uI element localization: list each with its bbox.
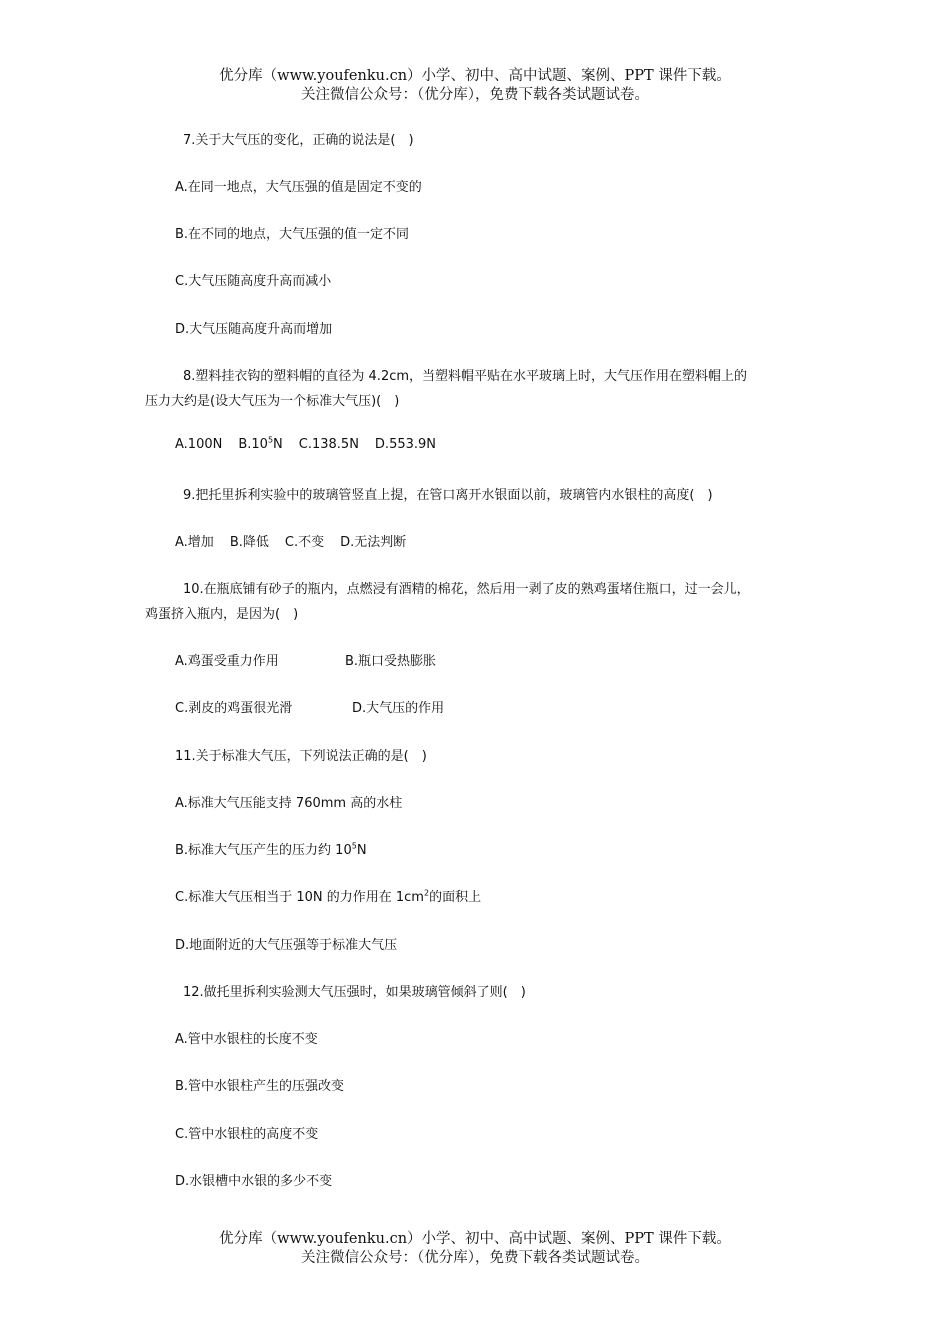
question-12-option-c: C.管中水银柱的高度不变 [175, 1127, 319, 1142]
header-line-2: 关注微信公众号：（优分库），免费下载各类试题试卷。 [301, 87, 649, 103]
question-11-option-c-text: C.标准大气压相当于 10N 的力作用在 1cm [175, 890, 424, 905]
question-11-option-c-exponent: 2 [423, 888, 430, 898]
footer-line-2: 关注微信公众号：（优分库），免费下载各类试题试卷。 [301, 1250, 649, 1266]
question-8-option-b-exponent: 5 [267, 435, 274, 445]
question-7-stem: 7.关于大气压的变化，正确的说法是( ) [183, 133, 414, 148]
page-footer [0, 1230, 950, 1268]
question-12-option-d: D.水银槽中水银的多少不变 [175, 1174, 333, 1189]
question-10-stem-line-2: 鸡蛋挤入瓶内，是因为( ) [145, 607, 299, 622]
question-10-stem-line-1: 10.在瓶底铺有砂子的瓶内，点燃浸有酒精的棉花，然后用一剥了皮的熟鸡蛋堵住瓶口，过一会儿， [183, 582, 750, 597]
question-7-option-c: C.大气压随高度升高而减小 [175, 274, 332, 289]
question-8-option-a: A.100N [175, 437, 223, 452]
question-10-option-a: A.鸡蛋受重力作用 [175, 654, 279, 669]
question-11-option-a: A.标准大气压能支持 760mm 高的水柱 [175, 796, 403, 811]
question-8-stem-line-2: 压力大约是(设大气压为一个标准大气压)( ) [145, 394, 400, 409]
question-9-stem: 9.把托里拆利实验中的玻璃管竖直上提，在管口离开水银面以前，玻璃管内水银柱的高度( ) [183, 488, 713, 503]
question-8-option-d: D.553.9N [374, 437, 437, 452]
question-9-option-d: D.无法判断 [340, 535, 407, 550]
question-9-options [175, 531, 406, 550]
page-header [0, 67, 950, 105]
question-7-option-b: B.在不同的地点，大气压强的值一定不同 [175, 227, 410, 242]
question-10-option-c: C.剥皮的鸡蛋很光滑 [175, 701, 293, 716]
question-7-option-d: D.大气压随高度升高而增加 [175, 322, 333, 337]
question-8-options [175, 437, 436, 452]
question-11-option-d: D.地面附近的大气压强等于标准大气压 [175, 938, 398, 953]
header-line-1: 优分库（www.youfenku.cn）小学、初中、高中试题、案例、PPT 课件下载。 [219, 68, 731, 84]
question-12-option-a: A.管中水银柱的长度不变 [175, 1032, 318, 1047]
question-11-option-b-exponent: 5 [351, 841, 357, 851]
question-8-stem-line-1: 8.塑料挂衣钩的塑料帽的直径为 4.2cm，当塑料帽平贴在水平玻璃上时，大气压作用在塑料帽上的 [183, 369, 748, 384]
question-12-stem: 12.做托里拆利实验测大气压强时，如果玻璃管倾斜了则( ) [183, 985, 526, 1000]
question-10-option-d: D.大气压的作用 [352, 701, 445, 716]
question-11-stem: 11.关于标准大气压，下列说法正确的是( ) [175, 749, 427, 764]
question-7-option-a: A.在同一地点，大气压强的值是固定不变的 [175, 180, 422, 195]
question-11-option-b [175, 839, 367, 858]
question-11-option-b-unit: N [356, 843, 367, 858]
question-10-option-b: B.瓶口受热膨胀 [345, 654, 437, 669]
question-11-option-c [175, 886, 481, 905]
question-8-option-b [238, 437, 282, 452]
question-9-option-c: C.不变 [284, 535, 325, 550]
question-8-option-c: C.138.5N [298, 437, 359, 452]
question-11-option-b-text: B.标准大气压产生的压力约 10 [175, 843, 352, 858]
question-12-option-b: B.管中水银柱产生的压强改变 [175, 1079, 345, 1094]
question-11-option-c-tail: 的面积上 [429, 890, 482, 905]
question-8-option-b-unit: N [273, 437, 283, 452]
footer-line-1: 优分库（www.youfenku.cn）小学、初中、高中试题、案例、PPT 课件下载。 [219, 1231, 731, 1247]
question-9-option-a: A.增加 [175, 535, 214, 550]
question-9-option-b: B.降低 [229, 535, 269, 550]
question-8-option-b-base: B.10 [238, 437, 268, 452]
